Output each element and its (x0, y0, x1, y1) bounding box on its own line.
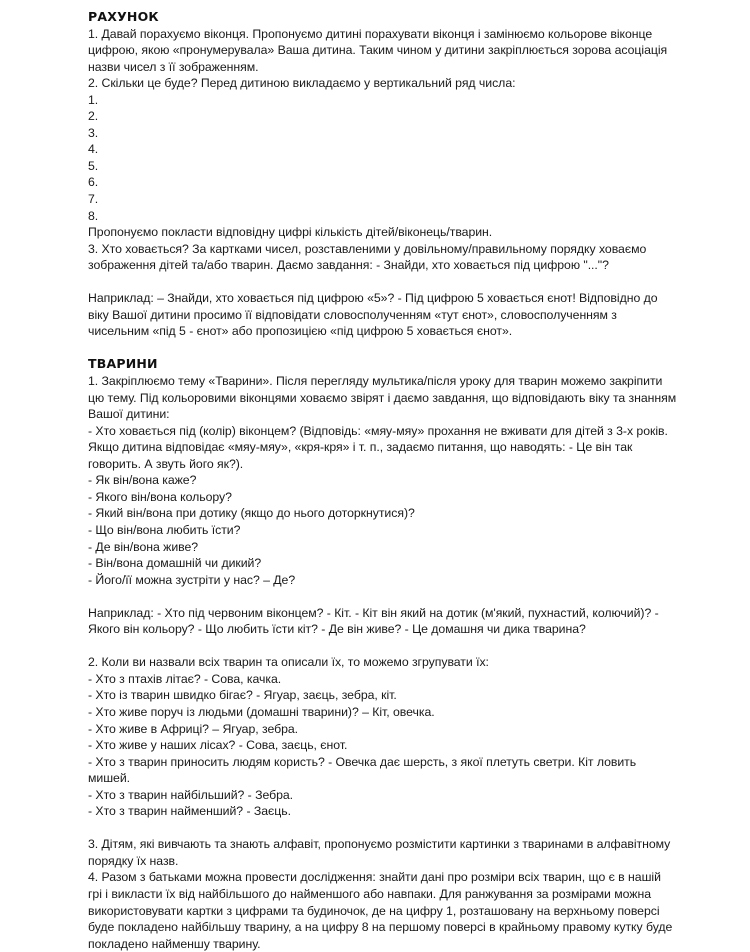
group-list-item: - Хто живе в Африці? – Ягуар, зебра. (88, 721, 299, 736)
document-page (88, 9, 678, 952)
animals-item-4: 4. Разом з батьками можна провести дослідження: знайти дані про розміри всіх тварин, що є в нашій грі і викласти їх від найбільшого до найменшого або навпаки. Для ранжування за розмірами можна використовувати картки з цифрами та будиночок, де на цифру 1, розташовану на верхньому поверсі буде покладено найбільшу тварину, а на цифру 8 на першому поверсі в крайньому правому кутку буде покладено найменшу тварину. (88, 870, 673, 951)
group-list-item: - Хто з тварин найбільший? - Зебра. (88, 787, 294, 802)
question-list-item: - Якого він/вона кольору? (88, 489, 232, 504)
number-list-item: 7. (88, 192, 99, 207)
group-list (88, 671, 678, 820)
group-list-item: - Хто живе у наших лісах? - Сова, заєць, єнот. (88, 738, 348, 753)
animals-item-3: 3. Дітям, які вивчають та знають алфавіт, пропонуємо розмістити картинки з тваринами в алфавітному порядку їх назв. (88, 837, 671, 868)
animals-item-1-question: - Хто ховається під (колір) віконцем? (Відповідь: «мяу-мяу» прохання не вживати для дітей з 3-х років. Якщо дитина відповідає «мяу-мяу», «кря-кря» і т. п., задаємо питання, що наводять: - Це він так говорить. А звуть його як?). (88, 423, 668, 471)
question-list-item: - Він/вона домашній чи дикий? (88, 556, 262, 571)
animals-item-1: 1. Закріплюємо тему «Тварини». Після перегляду мультика/після уроку для тварин можемо закріпити цю тему. Під кольоровими віконцями ховаємо звірят і даємо завдання, що відповідають віку та знанням Вашої дитини: (88, 374, 677, 422)
spacer (88, 638, 678, 655)
counting-example: Наприклад: – Знайди, хто ховається під цифрою «5»? - Під цифрою 5 ховається єнот! Відповідно до віку Вашої дитини просимо її відповідати словосполученням «тут єнот», словосполученням з чисельним «під 5 - єнот» або пропозицією «під цифрою 5 ховається єнот». (88, 291, 658, 339)
number-list (88, 92, 678, 224)
number-list-item: 4. (88, 142, 99, 157)
question-list-item: - Його/її можна зустріти у нас? – Де? (88, 572, 296, 587)
number-list-item: 2. (88, 109, 99, 124)
number-list-item: 8. (88, 208, 99, 223)
group-list-item: - Хто живе поруч із людьми (домашні тварини)? – Кіт, овечка. (88, 704, 435, 719)
counting-item-2: 2. Скільки це буде? Перед дитиною викладаємо у вертикальний ряд числа: (88, 76, 516, 91)
number-list-item: 5. (88, 158, 99, 173)
section-heading: РАХУНОК (88, 9, 159, 24)
number-list-item: 3. (88, 125, 99, 140)
counting-item-2-note: Пропонуємо покласти відповідну цифрі кількість дітей/віконець/тварин. (88, 225, 493, 240)
animals-example: Наприклад: - Хто під червоним віконцем? - Кіт. - Кіт він який на дотик (м'який, пухнастий, колючий)? - Якого він кольору? - Що любить їсти кіт? - Де він живе? - Це домашня чи дика тварина? (88, 605, 659, 637)
question-list-item: - Як він/вона каже? (88, 473, 197, 488)
spacer (88, 588, 678, 605)
section-counting (88, 9, 678, 340)
question-list (88, 472, 678, 588)
spacer (88, 820, 678, 837)
counting-item-3: 3. Хто ховається? За картками чисел, розставленими у довільному/правильному порядку ховаємо зображення дітей та/або тварин. Даємо завдання: - Знайди, хто ховається під цифрою "..."? (88, 241, 647, 273)
question-list-item: - Де він/вона живе? (88, 539, 199, 554)
group-list-item: - Хто з птахів літає? - Сова, качка. (88, 671, 282, 686)
section-heading: ТВАРИНИ (88, 356, 158, 372)
question-list-item: - Який він/вона при дотику (якщо до нього доторкнутися)? (88, 506, 415, 521)
section-animals (88, 356, 678, 952)
question-list-item: - Що він/вона любить їсти? (88, 522, 241, 537)
section-divider (88, 340, 678, 357)
number-list-item: 6. (88, 175, 99, 190)
group-list-item: - Хто з тварин приносить людям користь? - Овечка дає шерсть, з якої плетуть светри. Кіт ловить мишей. (88, 754, 637, 786)
group-list-item: - Хто з тварин найменший? - Заєць. (88, 804, 291, 819)
group-list-item: - Хто із тварин швидко бігає? - Ягуар, заєць, зебра, кіт. (88, 688, 397, 703)
spacer (88, 274, 678, 291)
animals-item-2: 2. Коли ви назвали всіх тварин та описали їх, то можемо згрупувати їх: (88, 655, 489, 670)
number-list-item: 1. (88, 92, 99, 107)
counting-item-1: 1. Давай порахуємо віконця. Пропонуємо дитині порахувати віконця і замінюємо кольорове віконце цифрою, якою «пронумерувала» Ваша дитина. Таким чином у дитини закріплюється зорова асоціація назви чисел з її зображенням. (88, 26, 668, 74)
